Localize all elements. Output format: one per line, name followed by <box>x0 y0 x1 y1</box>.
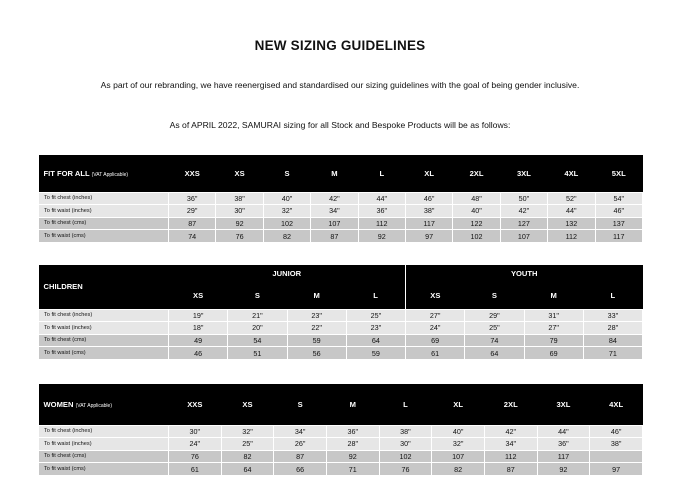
measurement-cell: 46 <box>169 347 228 360</box>
measurement-cell: 127 <box>500 217 547 230</box>
row-label: To fit chest (inches) <box>39 309 169 322</box>
measurement-cell: 112 <box>484 450 537 463</box>
size-header: XXS <box>187 399 203 409</box>
measurement-cell: 64 <box>221 463 274 476</box>
size-header: XL <box>424 168 434 178</box>
measurement-cell: 112 <box>358 217 405 230</box>
row-label: To fit chest (cms) <box>39 450 169 463</box>
size-header: L <box>403 399 408 409</box>
measurement-cell: 38" <box>379 425 432 438</box>
table-row <box>39 205 643 218</box>
measurement-cell: 36" <box>326 425 379 438</box>
measurement-cell: 32" <box>221 425 274 438</box>
size-header: 4XL <box>609 399 624 409</box>
measurement-cell: 30" <box>216 205 263 218</box>
measurement-cell: 32" <box>263 205 310 218</box>
measurement-cell: 107 <box>500 230 547 243</box>
intro-text: As part of our rebranding, we have reenergised and standardised our sizing guidelines with the goal of being gender inclusive. <box>100 80 580 90</box>
measurement-cell: 74 <box>169 230 216 243</box>
measurement-cell: 112 <box>548 230 595 243</box>
measurement-cell: 61 <box>406 347 465 360</box>
measurement-cell: 56 <box>287 347 346 360</box>
size-header: L <box>373 290 378 300</box>
measurement-cell: 27" <box>406 309 465 322</box>
measurement-cell: 29" <box>169 205 216 218</box>
measurement-cell: 79 <box>524 334 583 347</box>
measurement-cell: 61 <box>169 463 222 476</box>
table-row <box>39 438 643 451</box>
measurement-cell: 69 <box>406 334 465 347</box>
measurement-cell: 25" <box>346 309 405 322</box>
table-row <box>39 322 643 335</box>
measurement-cell: 20" <box>228 322 287 335</box>
measurement-cell: 97 <box>405 230 452 243</box>
measurement-cell: 92 <box>326 450 379 463</box>
measurement-cell: 42" <box>484 425 537 438</box>
row-label: To fit waist (inches) <box>39 438 169 451</box>
measurement-cell: 117 <box>405 217 452 230</box>
measurement-cell: 24" <box>169 438 222 451</box>
measurement-cell <box>590 450 643 463</box>
row-label: To fit waist (cms) <box>39 463 169 476</box>
measurement-cell: 34" <box>274 425 327 438</box>
fit-for-all-label <box>39 155 169 192</box>
table-row <box>39 230 643 243</box>
effective-date-text: As of APRIL 2022, SAMURAI sizing for all Stock and Bespoke Products will be as follows: <box>169 120 511 130</box>
measurement-cell: 36" <box>537 438 590 451</box>
measurement-cell: 87 <box>169 217 216 230</box>
size-header: M <box>313 290 320 300</box>
measurement-cell: 36" <box>169 192 216 205</box>
measurement-cell: 137 <box>595 217 642 230</box>
measurement-cell: 102 <box>263 217 310 230</box>
row-label: To fit chest (cms) <box>39 334 169 347</box>
measurement-cell: 117 <box>595 230 642 243</box>
size-header: 2XL <box>503 399 518 409</box>
size-header: L <box>379 168 385 178</box>
measurement-cell: 28" <box>326 438 379 451</box>
table-row <box>39 217 643 230</box>
measurement-cell: 74 <box>465 334 524 347</box>
measurement-cell: 49 <box>169 334 228 347</box>
measurement-cell: 102 <box>453 230 500 243</box>
row-label: To fit waist (cms) <box>39 347 169 360</box>
measurement-cell: 42" <box>311 192 358 205</box>
women-title: WOMEN <box>43 399 74 409</box>
size-header: XS <box>242 399 253 409</box>
measurement-cell: 40" <box>432 425 485 438</box>
women-vat-note: (VAT Applicable) <box>75 402 112 409</box>
measurement-cell: 46" <box>590 425 643 438</box>
measurement-cell: 64 <box>465 347 524 360</box>
measurement-cell: 42" <box>500 205 547 218</box>
measurement-cell: 40" <box>453 205 500 218</box>
row-label: To fit chest (inches) <box>39 192 169 205</box>
measurement-cell: 54" <box>595 192 642 205</box>
measurement-cell: 38" <box>405 205 452 218</box>
measurement-cell: 107 <box>311 217 358 230</box>
measurement-cell: 23" <box>346 322 405 335</box>
measurement-cell: 46" <box>595 205 642 218</box>
size-header: XL <box>453 399 463 409</box>
measurement-cell: 76 <box>169 450 222 463</box>
measurement-cell: 76 <box>216 230 263 243</box>
size-header: S <box>284 168 290 178</box>
measurement-cell: 51 <box>228 347 287 360</box>
measurement-cell: 59 <box>287 334 346 347</box>
size-header: XS <box>234 168 245 178</box>
measurement-cell: 66 <box>274 463 327 476</box>
measurement-cell: 132 <box>548 217 595 230</box>
table-row <box>39 334 643 347</box>
measurement-cell: 87 <box>311 230 358 243</box>
row-label: To fit chest (inches) <box>39 425 169 438</box>
junior-group-label: JUNIOR <box>272 269 302 278</box>
women-size-table <box>38 384 643 476</box>
women-header-row <box>39 384 643 425</box>
measurement-cell: 40" <box>263 192 310 205</box>
size-header: S <box>254 290 260 300</box>
children-label: CHILDREN <box>43 282 83 292</box>
size-header: S <box>491 290 497 300</box>
measurement-cell: 24" <box>406 322 465 335</box>
size-header: M <box>550 290 557 300</box>
size-header: L <box>610 290 616 300</box>
measurement-cell: 87 <box>274 450 327 463</box>
measurement-cell: 44" <box>537 425 590 438</box>
table-row <box>39 347 643 360</box>
measurement-cell: 32" <box>432 438 485 451</box>
measurement-cell: 97 <box>590 463 643 476</box>
measurement-cell: 44" <box>548 205 595 218</box>
measurement-cell: 82 <box>221 450 274 463</box>
measurement-cell: 117 <box>537 450 590 463</box>
fit-for-all-size-table <box>38 155 643 243</box>
table-row <box>39 192 643 205</box>
children-group-row <box>39 265 643 282</box>
measurement-cell: 122 <box>453 217 500 230</box>
measurement-cell: 48" <box>453 192 500 205</box>
size-header: XXS <box>184 168 200 178</box>
measurement-cell: 107 <box>432 450 485 463</box>
measurement-cell: 19" <box>169 309 228 322</box>
size-header: XS <box>193 290 204 300</box>
measurement-cell: 50" <box>500 192 547 205</box>
size-header: M <box>349 399 356 409</box>
fit-for-all-header-row <box>39 155 643 192</box>
measurement-cell: 31" <box>524 309 583 322</box>
measurement-cell: 92 <box>358 230 405 243</box>
measurement-cell: 59 <box>346 347 405 360</box>
measurement-cell: 102 <box>379 450 432 463</box>
measurement-cell: 34" <box>311 205 358 218</box>
measurement-cell: 69 <box>524 347 583 360</box>
measurement-cell: 38" <box>216 192 263 205</box>
children-size-table <box>38 265 643 360</box>
measurement-cell: 21" <box>228 309 287 322</box>
measurement-cell: 29" <box>465 309 524 322</box>
table-row <box>39 463 643 476</box>
women-label <box>39 384 169 425</box>
size-header: 3XL <box>556 399 571 409</box>
table-row <box>39 309 643 322</box>
table-row <box>39 450 643 463</box>
measurement-cell: 52" <box>548 192 595 205</box>
measurement-cell: 71 <box>583 347 642 360</box>
size-header: 4XL <box>564 168 579 178</box>
measurement-cell: 25" <box>465 322 524 335</box>
size-header: 5XL <box>611 168 626 178</box>
measurement-cell: 64 <box>346 334 405 347</box>
measurement-cell: 33" <box>583 309 642 322</box>
measurement-cell: 22" <box>287 322 346 335</box>
measurement-cell: 76 <box>379 463 432 476</box>
measurement-cell: 71 <box>326 463 379 476</box>
fit-for-all-title: FIT FOR ALL <box>43 168 90 178</box>
measurement-cell: 26" <box>274 438 327 451</box>
row-label: To fit chest (cms) <box>39 217 169 230</box>
row-label: To fit waist (cms) <box>39 230 169 243</box>
measurement-cell: 28" <box>583 322 642 335</box>
measurement-cell: 87 <box>484 463 537 476</box>
size-header: 3XL <box>516 168 531 178</box>
measurement-cell: 34" <box>484 438 537 451</box>
size-header: S <box>297 399 303 409</box>
measurement-cell: 44" <box>358 192 405 205</box>
measurement-cell: 36" <box>358 205 405 218</box>
measurement-cell: 92 <box>216 217 263 230</box>
size-header: M <box>331 168 338 178</box>
measurement-cell: 27" <box>524 322 583 335</box>
measurement-cell: 84 <box>583 334 642 347</box>
size-header: 2XL <box>469 168 484 178</box>
measurement-cell: 46" <box>405 192 452 205</box>
row-label: To fit waist (inches) <box>39 322 169 335</box>
youth-group-label: YOUTH <box>406 265 643 282</box>
measurement-cell: 25" <box>221 438 274 451</box>
measurement-cell: 38" <box>590 438 643 451</box>
measurement-cell: 30" <box>379 438 432 451</box>
table-row <box>39 425 643 438</box>
measurement-cell: 92 <box>537 463 590 476</box>
measurement-cell: 82 <box>432 463 485 476</box>
measurement-cell: 18" <box>169 322 228 335</box>
fit-for-all-vat-note: (VAT Applicable) <box>91 171 129 178</box>
page-title: NEW SIZING GUIDELINES <box>254 38 426 53</box>
size-header: XS <box>406 282 465 309</box>
measurement-cell: 54 <box>228 334 287 347</box>
row-label: To fit waist (inches) <box>39 205 169 218</box>
measurement-cell: 82 <box>263 230 310 243</box>
measurement-cell: 30" <box>169 425 222 438</box>
measurement-cell: 23" <box>287 309 346 322</box>
